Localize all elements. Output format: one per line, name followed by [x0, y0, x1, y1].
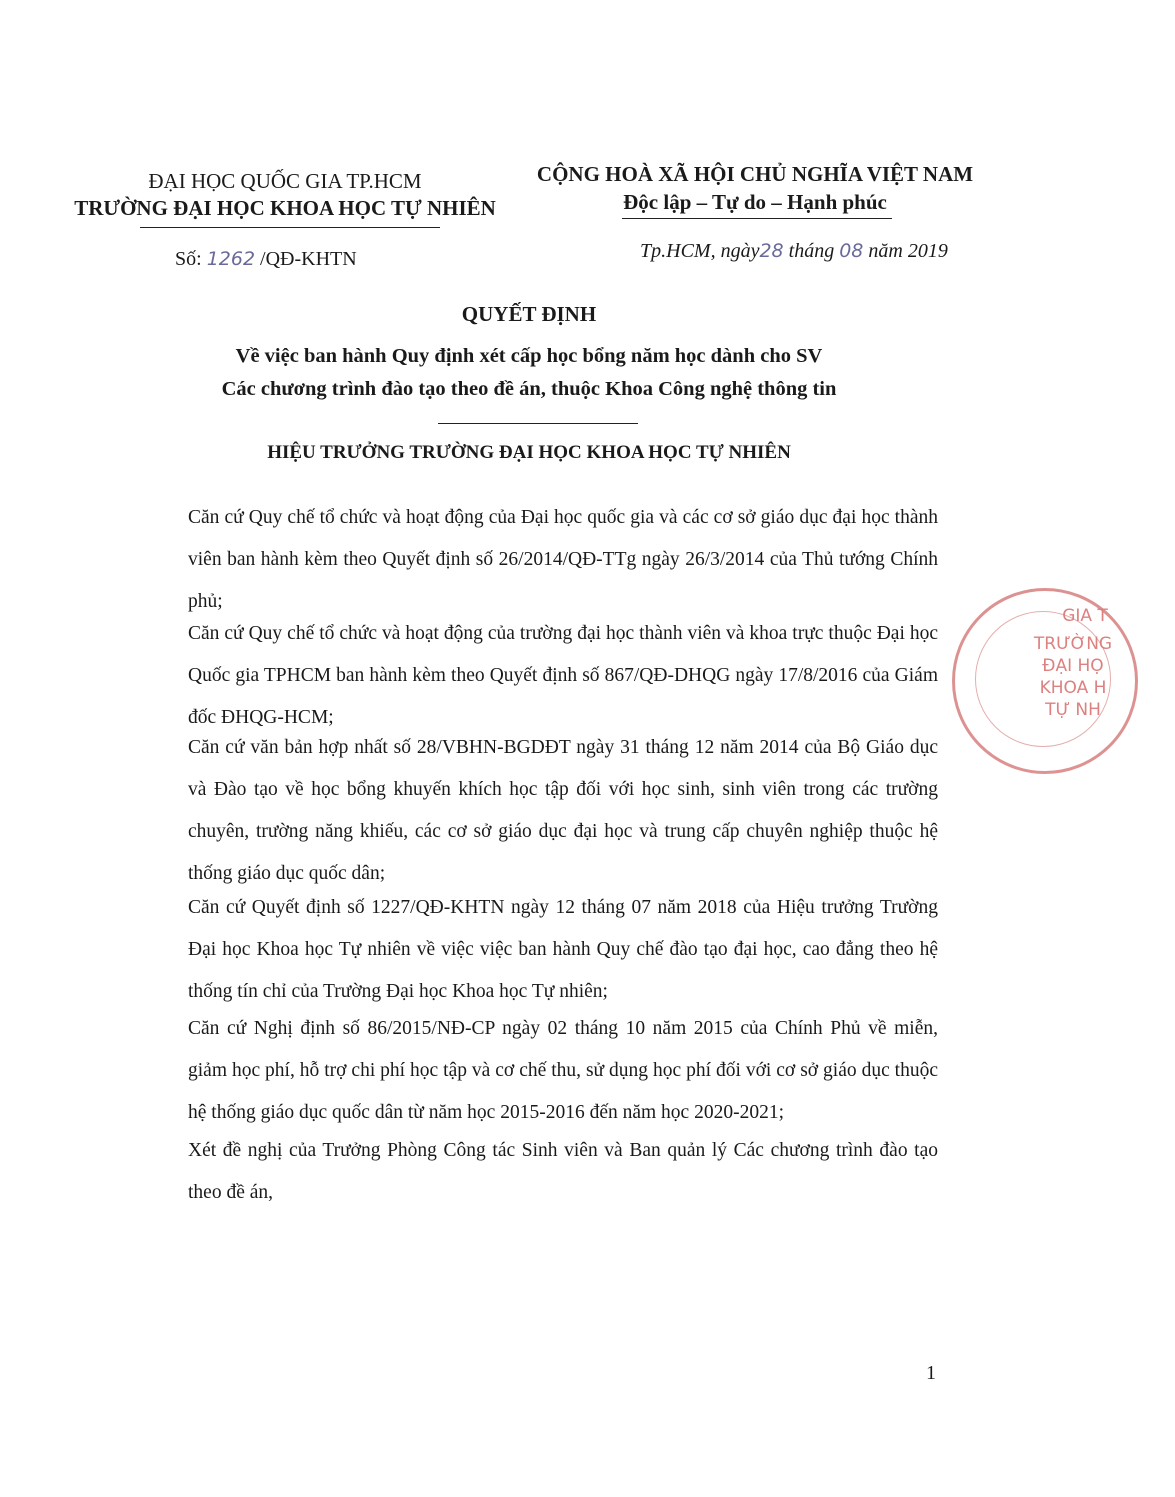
- nation-name: CỘNG HOÀ XÃ HỘI CHỦ NGHĨA VIỆT NAM: [536, 162, 974, 186]
- seal-text-4: KHOA H: [1039, 678, 1107, 698]
- paragraph-text: Căn cứ văn bản hợp nhất số 28/VBHN-BGDĐT ngày 31 tháng 12 năm 2014 của Bộ Giáo dục và Đào tạo về học bổng khuyến khích học tập đối với học sinh, sinh viên trong các trường chuyên, trường năng khiếu, các cơ sở giáo dục đại học và trung cấp chuyên nghiệp thuộc hệ thống giáo dục quốc dân;: [188, 737, 938, 884]
- date-prefix: Tp.HCM, ngày: [640, 240, 760, 262]
- parent-org: ĐẠI HỌC QUỐC GIA TP.HCM: [148, 169, 422, 193]
- authority-heading: HIỆU TRƯỞNG TRƯỜNG ĐẠI HỌC KHOA HỌC TỰ NHIÊN: [267, 442, 791, 463]
- seal-text-2: TRƯỜNG: [1033, 634, 1113, 654]
- number-suffix: /QĐ-KHTN: [260, 248, 357, 270]
- seal-text-3: ĐẠI HỌ: [1042, 656, 1104, 676]
- official-seal-stamp: [952, 588, 1138, 774]
- document-title: QUYẾT ĐỊNH: [461, 302, 597, 326]
- paragraph-2: [133, 613, 938, 739]
- subtitle-line-1: Về việc ban hành Quy định xét cấp học bổng năm học dành cho SV: [235, 345, 823, 367]
- paragraph-text: Căn cứ Nghị định số 86/2015/NĐ-CP ngày 02 tháng 10 năm 2015 của Chính Phủ về miễn, giảm học phí, hỗ trợ chi phí học tập và cơ chế thu, sử dụng học phí đối với cơ sở giáo dục thuộc hệ thống giáo dục quốc dân từ năm học 2015-2016 đến năm học 2020-2021;: [188, 1018, 938, 1123]
- issuing-org: [55, 168, 515, 222]
- paragraph-text: Căn cứ Quyết định số 1227/QĐ-KHTN ngày 12 tháng 07 năm 2018 của Hiệu trưởng Trường Đại học Khoa học Tự nhiên về việc việc ban hành Quy chế đào tạo đại học, cao đẳng theo hệ thống tín chỉ của Trường Đại học Khoa học Tự nhiên;: [188, 897, 938, 1002]
- number-label: Số:: [175, 248, 202, 270]
- national-header: [505, 160, 1005, 216]
- paragraph-3: [133, 727, 938, 895]
- document-number: [175, 248, 357, 271]
- motto-underline: [622, 218, 892, 219]
- handwritten-day: 28: [759, 240, 784, 262]
- paragraph-6: [133, 1130, 938, 1214]
- school-name: TRƯỜNG ĐẠI HỌC KHOA HỌC TỰ NHIÊN: [74, 196, 496, 220]
- paragraph-1: [133, 497, 938, 623]
- handwritten-number: 1262: [206, 248, 256, 270]
- year-label: năm 2019: [868, 240, 948, 262]
- national-motto: Độc lập – Tự do – Hạnh phúc: [623, 190, 887, 214]
- paragraph-text: Xét đề nghị của Trưởng Phòng Công tác Sinh viên và Ban quản lý Các chương trình đào tạo theo đề án,: [188, 1140, 938, 1203]
- handwritten-month: 08: [839, 240, 864, 262]
- paragraph-text: Căn cứ Quy chế tổ chức và hoạt động của Đại học quốc gia và các cơ sở giáo dục đại học thành viên ban hành kèm theo Quyết định số 26/2014/QĐ-TTg ngày 26/3/2014 của Thủ tướng Chính phủ;: [188, 507, 938, 612]
- seal-text-5: TỰ NH: [1045, 700, 1101, 720]
- subtitle-line-2: Các chương trình đào tạo theo đề án, thuộc Khoa Công nghệ thông tin: [221, 378, 837, 400]
- month-label: tháng: [788, 240, 835, 262]
- paragraph-text: Căn cứ Quy chế tổ chức và hoạt động của trường đại học thành viên và khoa trực thuộc Đại học Quốc gia TPHCM ban hành kèm theo Quyết định số 867/QĐ-DHQG ngày 17/8/2016 của Giám đốc ĐHQG-HCM;: [188, 623, 938, 728]
- title-divider: [438, 423, 638, 424]
- seal-text-top: GIA T: [1062, 606, 1108, 626]
- page-number: 1: [926, 1362, 936, 1384]
- document-date: [640, 240, 948, 263]
- paragraph-5: [133, 1008, 938, 1134]
- paragraph-4: [133, 887, 938, 1013]
- org-underline: [140, 227, 440, 228]
